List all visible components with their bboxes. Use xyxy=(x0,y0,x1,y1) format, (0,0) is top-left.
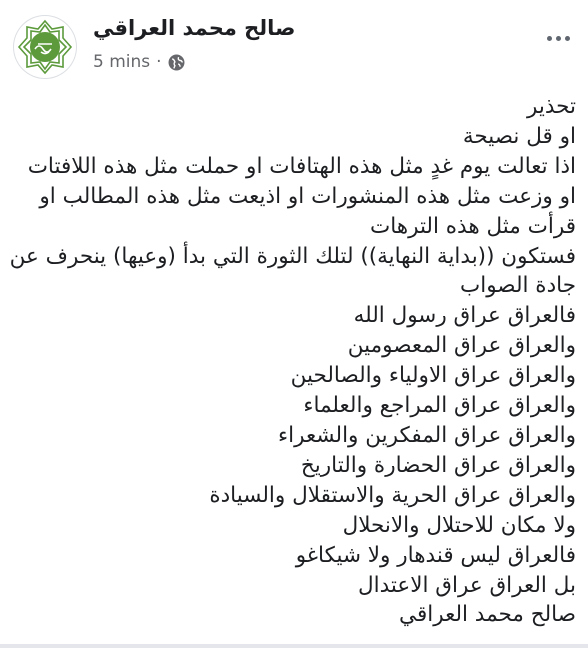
post-line: فالعراق عراق رسول الله xyxy=(353,303,576,329)
post-meta xyxy=(93,52,185,72)
post-line: ولا مكان للاحتلال والانحلال xyxy=(342,512,576,538)
post-line: اذا تعالت يوم غدٍ مثل هذه الهتافات او حملت مثل هذه اللافتات xyxy=(27,153,576,179)
post-line: او قل نصيحة xyxy=(462,123,576,149)
post-line: جادة الصواب xyxy=(459,273,576,299)
more-dots-icon xyxy=(565,36,570,41)
globe-icon[interactable] xyxy=(168,54,185,71)
post-line: والعراق عراق الحضارة والتاريخ xyxy=(300,452,576,478)
post-line: فالعراق ليس قندهار ولا شيكاغو xyxy=(295,542,576,568)
post-line: فستكون ((بداية النهاية)) لتلك الثورة التي بدأ (وعيها) ينحرف عن xyxy=(9,243,576,269)
post-divider xyxy=(0,644,588,648)
post-line: قرأت مثل هذه الترهات xyxy=(369,213,576,239)
more-options-button[interactable] xyxy=(538,28,578,48)
post-line: والعراق عراق الاولياء والصالحين xyxy=(290,363,576,389)
more-dots-icon xyxy=(556,36,561,41)
post-text xyxy=(9,92,576,630)
post-line: والعراق عراق المراجع والعلماء xyxy=(303,393,576,419)
post-line: صالح محمد العراقي xyxy=(399,602,576,628)
avatar[interactable] xyxy=(14,16,76,78)
post-header xyxy=(0,0,588,86)
post-line: والعراق عراق الحرية والاستقلال والسيادة xyxy=(209,482,576,508)
post-line: تحذير xyxy=(527,94,576,119)
author-name[interactable]: صالح محمد العراقي xyxy=(93,16,296,40)
post-line: والعراق عراق المفكرين والشعراء xyxy=(278,422,576,448)
post-line: والعراق عراق المعصومين xyxy=(347,333,576,359)
calligraphy-emblem-icon xyxy=(14,16,76,78)
post-time[interactable]: 5 mins xyxy=(93,52,151,72)
more-dots-icon xyxy=(547,36,552,41)
meta-separator: · xyxy=(156,52,162,72)
post-line: بل العراق عراق الاعتدال xyxy=(358,572,576,598)
post-line: او وزعت مثل هذه المنشورات او اذيعت مثل هذه المطالب او xyxy=(39,183,576,209)
